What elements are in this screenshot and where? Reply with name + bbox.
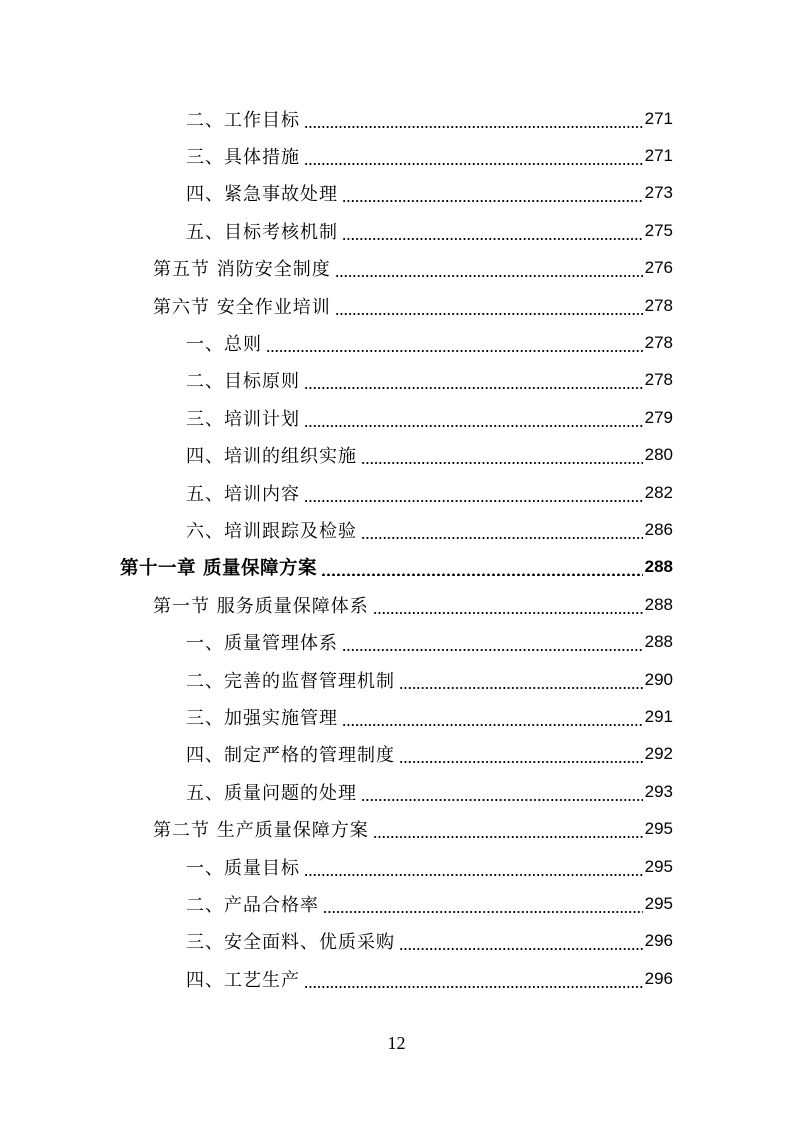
toc-entry-page: 286 [644, 519, 673, 539]
page-number: 12 [387, 1033, 406, 1053]
toc-entry-page: 296 [644, 968, 673, 988]
toc-section-entry[interactable] [0, 810, 793, 847]
toc-entry-title: 六、培训跟踪及检验 [186, 520, 357, 542]
toc-subsection-entry[interactable] [0, 698, 793, 735]
toc-subsection-entry[interactable] [0, 736, 793, 773]
toc-entry-title: 五、质量问题的处理 [186, 782, 357, 804]
toc-subsection-entry[interactable] [0, 885, 793, 922]
toc-subsection-entry[interactable] [0, 362, 793, 399]
toc-entry-page: 288 [644, 557, 673, 577]
toc-subsection-entry[interactable] [0, 960, 793, 997]
toc-subsection-entry[interactable] [0, 324, 793, 361]
dot-leader [342, 222, 643, 240]
toc-entry-page: 296 [644, 931, 673, 951]
toc-entry-title: 第二节 生产质量保障方案 [153, 820, 369, 842]
toc-entry-page: 288 [644, 594, 673, 614]
toc-entry-title: 二、工作目标 [186, 109, 300, 131]
toc-entry-page: 291 [644, 706, 673, 726]
dot-leader [266, 334, 643, 352]
toc-entry-title: 一、总则 [186, 334, 262, 356]
toc-entry-page: 278 [644, 295, 673, 315]
toc-entry-title: 三、具体措施 [186, 147, 300, 169]
dot-leader [335, 259, 643, 277]
toc-section-entry[interactable] [0, 586, 793, 623]
dot-leader [361, 446, 643, 464]
dot-leader [323, 895, 643, 913]
toc-entry-title: 第十一章 质量保障方案 [120, 558, 317, 580]
toc-subsection-entry[interactable] [0, 175, 793, 212]
toc-subsection-entry[interactable] [0, 100, 793, 137]
toc-subsection-entry[interactable] [0, 137, 793, 174]
toc-entry-title: 五、培训内容 [186, 483, 300, 505]
toc-entry-page: 295 [644, 856, 673, 876]
toc-subsection-entry[interactable] [0, 848, 793, 885]
toc-entry-title: 四、培训的组织实施 [186, 446, 357, 468]
toc-entry-page: 290 [644, 669, 673, 689]
toc-subsection-entry[interactable] [0, 474, 793, 511]
dot-leader [304, 371, 643, 389]
toc-entry-title: 一、质量管理体系 [186, 633, 338, 655]
toc-subsection-entry[interactable] [0, 773, 793, 810]
toc-subsection-entry[interactable] [0, 399, 793, 436]
toc-entry-title: 二、产品合格率 [186, 894, 319, 916]
dot-leader [399, 671, 643, 689]
toc-entry-title: 一、质量目标 [186, 857, 300, 879]
toc-entry-page: 271 [644, 108, 673, 128]
dot-leader [361, 783, 643, 801]
toc-entry-title: 二、目标原则 [186, 371, 300, 393]
toc-entry-page: 276 [644, 258, 673, 278]
dot-leader [373, 596, 643, 614]
toc-entry-title: 第六节 安全作业培训 [153, 296, 331, 318]
toc-entry-page: 279 [644, 407, 673, 427]
dot-leader [304, 409, 643, 427]
toc-entry-title: 四、工艺生产 [186, 969, 300, 991]
dot-leader [342, 633, 643, 651]
toc-chapter-entry[interactable] [0, 549, 793, 586]
dot-leader [304, 110, 643, 128]
toc-entry-title: 三、培训计划 [186, 408, 300, 430]
toc-entry-page: 273 [644, 183, 673, 203]
dot-leader [335, 297, 643, 315]
toc-entry-title: 第五节 消防安全制度 [153, 259, 331, 281]
toc-entry-page: 292 [644, 744, 673, 764]
dot-leader [342, 184, 643, 202]
dot-leader [373, 820, 643, 838]
toc-entry-title: 四、制定严格的管理制度 [186, 745, 395, 767]
toc-subsection-entry[interactable] [0, 923, 793, 960]
toc-entry-page: 278 [644, 333, 673, 353]
dot-leader [361, 521, 643, 539]
toc-entry-page: 288 [644, 632, 673, 652]
table-of-contents [0, 100, 793, 997]
dot-leader [399, 745, 643, 763]
toc-entry-page: 282 [644, 482, 673, 502]
toc-subsection-entry[interactable] [0, 212, 793, 249]
toc-entry-title: 三、加强实施管理 [186, 707, 338, 729]
toc-entry-page: 271 [644, 146, 673, 166]
dot-leader [304, 858, 643, 876]
toc-entry-page: 275 [644, 220, 673, 240]
toc-subsection-entry[interactable] [0, 623, 793, 660]
toc-entry-title: 二、完善的监督管理机制 [186, 670, 395, 692]
toc-entry-page: 280 [644, 445, 673, 465]
toc-subsection-entry[interactable] [0, 437, 793, 474]
toc-entry-page: 295 [644, 819, 673, 839]
dot-leader [342, 708, 643, 726]
toc-section-entry[interactable] [0, 250, 793, 287]
toc-entry-title: 四、紧急事故处理 [186, 184, 338, 206]
dot-leader [321, 558, 643, 576]
toc-entry-title: 三、安全面料、优质采购 [186, 932, 395, 954]
toc-section-entry[interactable] [0, 287, 793, 324]
toc-entry-page: 278 [644, 370, 673, 390]
dot-leader [304, 484, 643, 502]
dot-leader [399, 932, 643, 950]
toc-entry-page: 295 [644, 893, 673, 913]
dot-leader [304, 970, 643, 988]
dot-leader [304, 147, 643, 165]
toc-entry-title: 第一节 服务质量保障体系 [153, 595, 369, 617]
toc-entry-title: 五、目标考核机制 [186, 221, 338, 243]
toc-subsection-entry[interactable] [0, 511, 793, 548]
toc-subsection-entry[interactable] [0, 661, 793, 698]
toc-entry-page: 293 [644, 781, 673, 801]
